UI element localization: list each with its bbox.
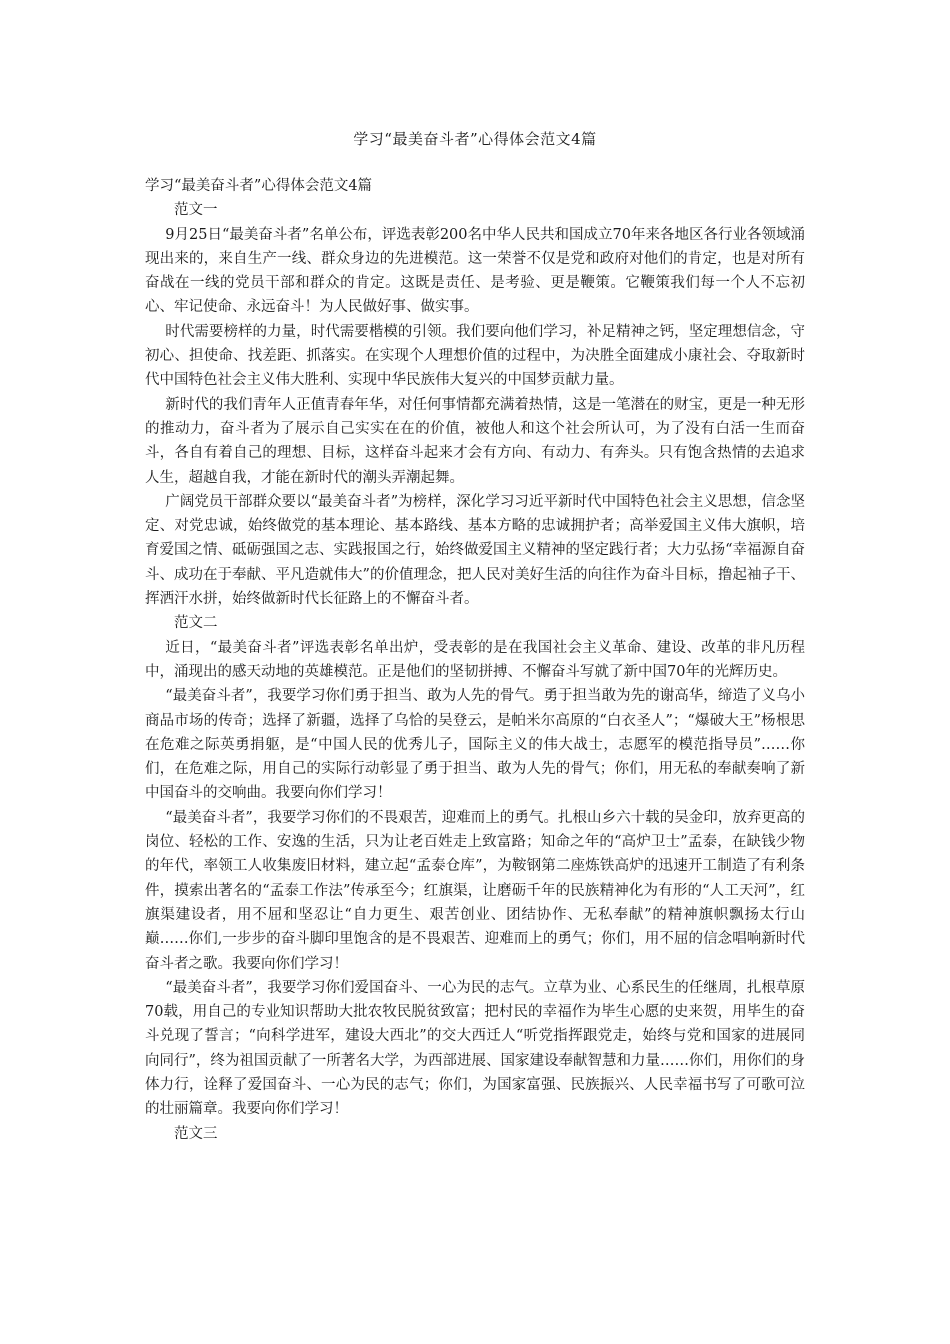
section-label-3: 范文三 [174, 1125, 218, 1142]
paragraph: 新时代的我们青年人正值青春年华，对任何事情都充满着热情，这是一笔潜在的财宝，更是一种无形的推动力，奋斗者为了展示自己实实在在的价值，被他人和这个社会所认可，为了没有白活一生而奋斗，各自有着自己的理想、目标，这样奋斗起来才会有方向、有动力、有奔头。只有饱含热情的去追求人生，超越自我，才能在新时代的潮头弄潮起舞。 [145, 396, 805, 486]
document-title: 学习“最美奋斗者”心得体会范文4篇 [353, 130, 597, 148]
paragraph: 近日，“最美奋斗者”评选表彰名单出炉，受表彰的是在我国社会主义革命、建设、改革的非凡历程中，涌现出的感天动地的英雄模范。正是他们的坚韧拼搏、不懈奋斗写就了新中国70年的光辉历史。 [145, 639, 805, 680]
paragraph: 9月25日“最美奋斗者”名单公布，评选表彰200名中华人民共和国成立70年来各地区各行业各领域涌现出来的，来自生产一线、群众身边的先进模范。这一荣誉不仅是党和政府对他们的肯定，也是对所有奋战在一线的党员干部和群众的肯定。这既是责任、是考验、更是鞭策。它鞭策我们每一个人不忘初心、牢记使命、永远奋斗！为人民做好事、做实事。 [145, 226, 805, 316]
paragraph: 时代需要榜样的力量，时代需要楷模的引领。我们要向他们学习，补足精神之钙，坚定理想信念，守初心、担使命、找差距、抓落实。在实现个人理想价值的过程中，为决胜全面建成小康社会、夺取新时代中国特色社会主义伟大胜利、实现中华民族伟大复兴的中国梦贡献力量。 [145, 323, 805, 389]
paragraph: 广阔党员干部群众要以“最美奋斗者”为榜样，深化学习习近平新时代中国特色社会主义思想，信念坚定、对党忠诚，始终做党的基本理论、基本路线、基本方略的忠诚拥护者；高举爱国主义伟大旗帜，培育爱国之情、砥砺强国之志、实践报国之行，始终做爱国主义精神的坚定践行者；大力弘扬“幸福源自奋斗、成功在于奉献、平凡造就伟大”的价值理念，把人民对美好生活的向往作为奋斗目标，撸起袖子干、挥洒汗水拼，始终做新时代长征路上的不懈奋斗者。 [145, 493, 805, 608]
section-label-2: 范文二 [174, 615, 218, 632]
paragraph: “最美奋斗者”，我要学习你们爱国奋斗、一心为民的志气。立草为业、心系民生的任继周，扎根草原70载，用自己的专业知识帮助大批农牧民脱贫致富；把村民的幸福作为毕生心愿的史来贺，用毕生的奋斗兑现了誓言；“向科学进军，建设大西北”的交大西迁人“听党指挥跟党走，始终与党和国家的进展同向同行”，终为祖国贡献了一所著名大学，为西部进展、国家建设奉献智慧和力量……你们，用你们的身体力行，诠释了爱国奋斗、一心为民的志气；你们，为国家富强、民族振兴、人民幸福书写了可歌可泣的壮丽篇章。我要向你们学习！ [145, 979, 805, 1118]
document-body [145, 174, 805, 1146]
document-heading: 学习“最美奋斗者”心得体会范文4篇 [145, 178, 373, 194]
paragraph: “最美奋斗者”，我要学习你们的不畏艰苦，迎难而上的勇气。扎根山乡六十载的吴金印，放弃更高的岗位、轻松的工作、安逸的生活，只为让老百姓走上致富路；知命之年的“高炉卫士”孟泰，在缺钱少物的年代，率领工人收集废旧材料，建立起“孟泰仓库”，为鞍钢第二座炼铁高炉的迅速开工制造了有利条件，摸索出著名的“孟泰工作法”传承至今；红旗渠，让磨砺千年的民族精神化为有形的“人工天河”，红旗渠建设者，用不屈和坚忍让“自力更生、艰苦创业、团结协作、无私奉献”的精神旗帜飘扬太行山巅……你们,一步步的奋斗脚印里饱含的是不畏艰苦、迎难而上的勇气；你们，用不屈的信念唱响新时代奋斗者之歌。我要向你们学习！ [145, 809, 805, 972]
paragraph: “最美奋斗者”，我要学习你们勇于担当、敢为人先的骨气。勇于担当敢为先的谢高华，缔造了义乌小商品市场的传奇；选择了新疆，选择了乌恰的吴登云，是帕米尔高原的“白衣圣人”；“爆破大王”杨根思在危难之际英勇捐躯，是“中国人民的优秀儿子，国际主义的伟大战士，志愿军的模范指导员”……你们，在危难之际，用自己的实际行动彰显了勇于担当、敢为人先的骨气；你们，用无私的奉献奏响了新中国奋斗的交响曲。我要向你们学习！ [145, 688, 805, 802]
section-label-1: 范文一 [174, 202, 218, 219]
